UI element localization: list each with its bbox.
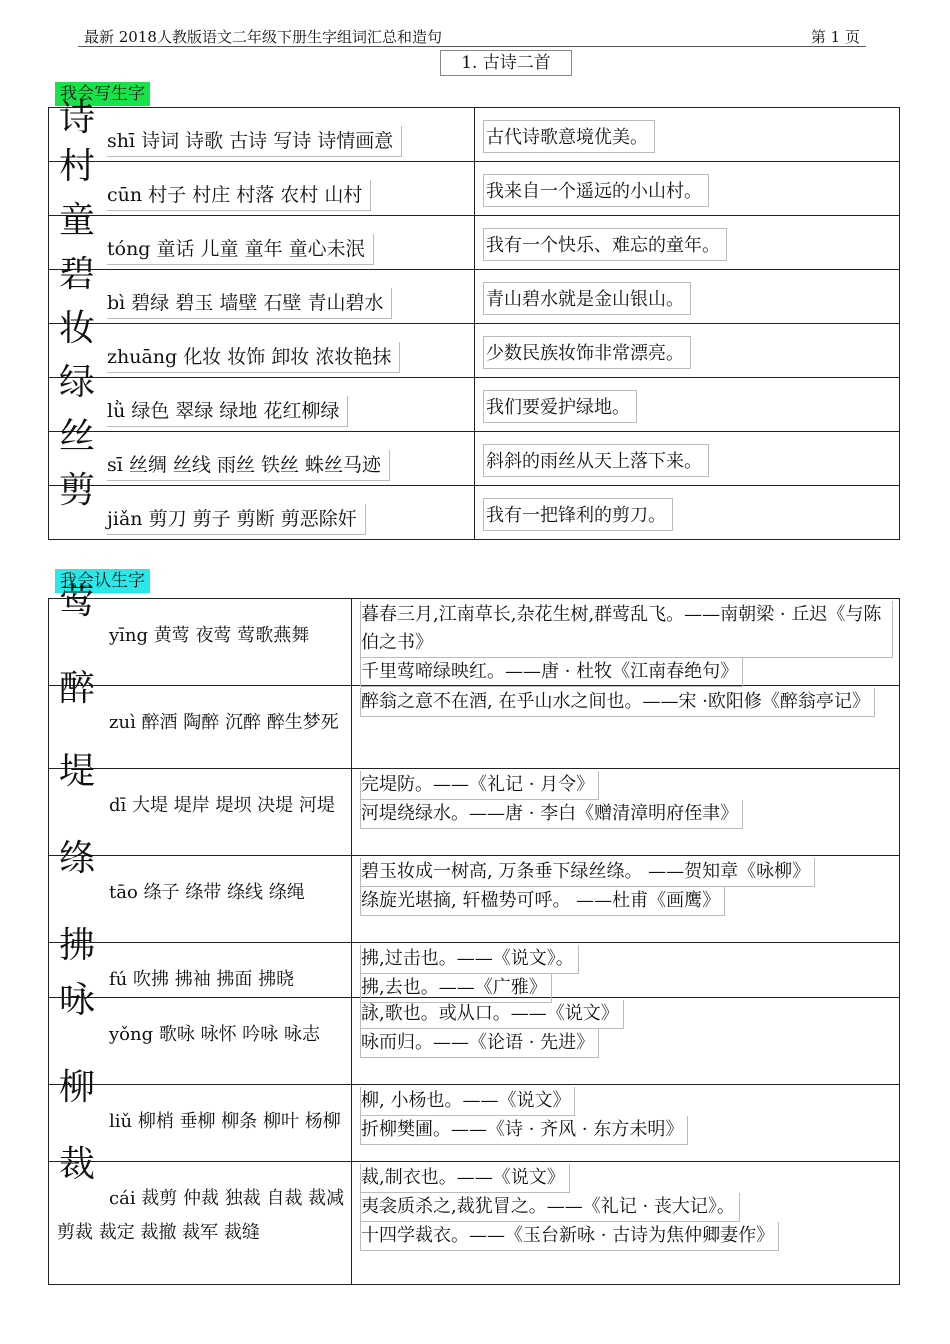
example-sentence: 我来自一个遥远的小山村。 bbox=[483, 174, 709, 207]
new-character: 绿 bbox=[59, 362, 96, 403]
citations bbox=[360, 945, 893, 1003]
new-character: 咏 bbox=[59, 980, 96, 1021]
word-list: sī 丝绸 丝线 雨丝 铁丝 蛛丝马迹 bbox=[107, 450, 390, 481]
sentence-cell bbox=[475, 486, 900, 540]
sentence-cell bbox=[475, 270, 900, 324]
citation-cell bbox=[352, 998, 900, 1085]
citation-cell bbox=[352, 1085, 900, 1162]
read-row bbox=[49, 1162, 900, 1285]
citations bbox=[360, 688, 893, 717]
sentence-cell bbox=[475, 324, 900, 378]
citations bbox=[360, 771, 893, 829]
write-row bbox=[49, 270, 900, 324]
example-sentence: 青山碧水就是金山银山。 bbox=[483, 282, 691, 315]
word-list: cūn 村子 村庄 村落 农村 山村 bbox=[107, 180, 371, 211]
word-list: zhuāng 化妆 妆饰 卸妆 浓妆艳抹 bbox=[107, 342, 400, 373]
new-character: 妆 bbox=[59, 308, 96, 349]
new-character: 裁 bbox=[59, 1144, 96, 1185]
example-sentence: 古代诗歌意境优美。 bbox=[483, 120, 655, 153]
citation-line: 千里莺啼绿映红。——唐 · 杜牧《江南春绝句》 bbox=[360, 658, 743, 687]
example-sentence: 斜斜的雨丝从天上落下来。 bbox=[483, 444, 709, 477]
citation-cell bbox=[352, 856, 900, 943]
new-character: 童 bbox=[59, 200, 96, 241]
citation-cell bbox=[352, 599, 900, 686]
word-cell bbox=[49, 254, 475, 324]
write-row bbox=[49, 486, 900, 540]
citation-cell bbox=[352, 769, 900, 856]
write-row bbox=[49, 378, 900, 432]
word-cell bbox=[49, 308, 475, 378]
citation-line: 碧玉妆成一树高, 万条垂下绿丝绦。 ——贺知章《咏柳》 bbox=[360, 858, 815, 887]
word-cell bbox=[49, 362, 475, 432]
citation-line: 拂,过击也。——《说文》。 bbox=[360, 945, 579, 974]
word-list: shī 诗词 诗歌 古诗 写诗 诗情画意 bbox=[107, 126, 402, 157]
word-list: tóng 童话 儿童 童年 童心未泯 bbox=[107, 234, 374, 265]
new-character: 村 bbox=[59, 146, 96, 187]
word-list: jiǎn 剪刀 剪子 剪断 剪恶除奸 bbox=[107, 504, 366, 535]
word-list: fú 吹拂 拂袖 拂面 拂晓 bbox=[109, 969, 295, 990]
sentence-cell bbox=[475, 378, 900, 432]
citation-line: 完堤防。——《礼记 · 月令》 bbox=[360, 771, 599, 800]
new-character: 莺 bbox=[59, 581, 96, 622]
page-number: 第 1 页 bbox=[810, 28, 860, 46]
write-row bbox=[49, 432, 900, 486]
new-character: 丝 bbox=[59, 416, 96, 457]
word-list: yǒng 歌咏 咏怀 吟咏 咏志 bbox=[109, 1024, 321, 1045]
citation-line: 十四学裁衣。——《玉台新咏 · 古诗为焦仲卿妻作》 bbox=[360, 1222, 779, 1251]
write-row bbox=[49, 216, 900, 270]
write-table bbox=[48, 98, 900, 540]
citation-line: 醉翁之意不在酒, 在乎山水之间也。——宋 ·欧阳修《醉翁亭记》 bbox=[360, 688, 875, 717]
word-list: dī 大堤 堤岸 堤坝 决堤 河堤 bbox=[109, 795, 335, 816]
citations bbox=[360, 1164, 893, 1251]
header-title: 最新 2018人教版语文二年级下册生字组词汇总和造句 bbox=[84, 28, 442, 46]
lesson-title: 1. 古诗二首 bbox=[440, 50, 572, 76]
citations bbox=[360, 601, 893, 687]
word-cell bbox=[49, 200, 475, 270]
new-character: 醉 bbox=[59, 668, 96, 709]
sentence-cell bbox=[475, 216, 900, 270]
read-row bbox=[49, 599, 900, 686]
word-cell bbox=[49, 146, 475, 216]
citation-cell bbox=[352, 1162, 900, 1285]
word-cell bbox=[49, 98, 475, 162]
citation-cell bbox=[352, 686, 900, 769]
new-character: 拂 bbox=[59, 925, 96, 966]
sentence-cell bbox=[475, 162, 900, 216]
citation-line: 詠,歌也。或从口。——《说文》 bbox=[360, 1000, 624, 1029]
read-row bbox=[49, 856, 900, 943]
citation-line: 咏而归。——《论语 · 先进》 bbox=[360, 1029, 599, 1058]
write-row bbox=[49, 108, 900, 162]
new-character: 绦 bbox=[59, 838, 96, 879]
citation-line: 绦旋光堪摘, 轩楹势可呼。 ——杜甫《画鹰》 bbox=[360, 887, 725, 916]
new-character: 堤 bbox=[59, 751, 96, 792]
word-cell bbox=[49, 470, 475, 540]
citation-line: 夷衾质杀之,裁犹冒之。——《礼记 · 丧大记》。 bbox=[360, 1193, 740, 1222]
write-row bbox=[49, 324, 900, 378]
page-header bbox=[78, 24, 866, 47]
read-row bbox=[49, 769, 900, 856]
new-character: 碧 bbox=[59, 254, 96, 295]
citation-line: 河堤绕绿水。——唐 · 李白《赠清漳明府侄聿》 bbox=[360, 800, 743, 829]
citation-cell bbox=[352, 943, 900, 998]
new-character: 柳 bbox=[59, 1067, 96, 1108]
new-character: 诗 bbox=[59, 98, 96, 139]
citations bbox=[360, 1087, 893, 1145]
word-list: liǔ 柳梢 垂柳 柳条 柳叶 杨柳 bbox=[109, 1111, 341, 1132]
read-row bbox=[49, 1085, 900, 1162]
word-list: zuì 醉酒 陶醉 沉醉 醉生梦死 bbox=[109, 712, 339, 733]
word-list: yīng 黄莺 夜莺 莺歌燕舞 bbox=[109, 625, 310, 646]
citation-line: 暮春三月,江南草长,杂花生树,群莺乱飞。——南朝梁 · 丘迟《与陈伯之书》 bbox=[360, 601, 893, 658]
example-sentence: 我有一个快乐、难忘的童年。 bbox=[483, 228, 727, 261]
word-cell bbox=[49, 1144, 352, 1285]
word-list: lǜ 绿色 翠绿 绿地 花红柳绿 bbox=[107, 396, 348, 427]
citations bbox=[360, 858, 893, 916]
read-row bbox=[49, 943, 900, 998]
write-section-label: 我会写生字 bbox=[55, 82, 150, 106]
word-list: bì 碧绿 碧玉 墙壁 石壁 青山碧水 bbox=[107, 288, 392, 319]
read-section-label: 我会认生字 bbox=[55, 569, 150, 593]
sentence-cell bbox=[475, 108, 900, 162]
new-character: 剪 bbox=[59, 470, 96, 511]
example-sentence: 我们要爱护绿地。 bbox=[483, 390, 637, 423]
word-list: cái 裁剪 仲裁 独裁 自裁 裁减 剪裁 裁定 裁撤 裁军 裁缝 bbox=[57, 1188, 345, 1243]
example-sentence: 少数民族妆饰非常漂亮。 bbox=[483, 336, 691, 369]
citation-line: 柳, 小杨也。——《说文》 bbox=[360, 1087, 575, 1116]
word-cell bbox=[49, 416, 475, 486]
write-row bbox=[49, 162, 900, 216]
sentence-cell bbox=[475, 432, 900, 486]
word-list: tāo 绦子 绦带 绦线 绦绳 bbox=[109, 882, 305, 903]
read-row bbox=[49, 686, 900, 769]
citation-line: 折柳樊圃。——《诗 · 齐风 · 东方未明》 bbox=[360, 1116, 688, 1145]
citation-line: 裁,制衣也。——《说文》 bbox=[360, 1164, 570, 1193]
citations bbox=[360, 1000, 893, 1058]
citation-line: 拂,去也。——《广雅》 bbox=[360, 974, 552, 1003]
example-sentence: 我有一把锋利的剪刀。 bbox=[483, 498, 673, 531]
read-row bbox=[49, 998, 900, 1085]
